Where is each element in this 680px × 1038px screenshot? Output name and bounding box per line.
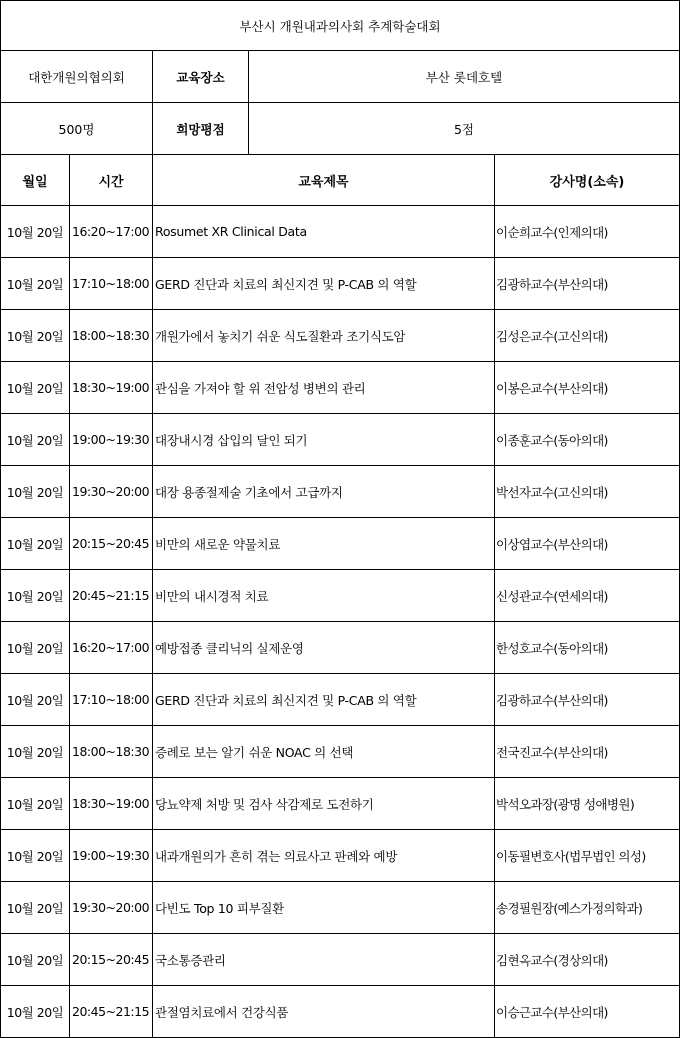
row-time: 16:20~17:00 (70, 622, 153, 674)
row-time: 20:45~21:15 (70, 570, 153, 622)
row-date: 10월 20일 (1, 258, 70, 310)
row-date: 10월 20일 (1, 362, 70, 414)
row-date: 10월 20일 (1, 622, 70, 674)
row-topic: 비만의 새로운 약물치료 (153, 518, 495, 570)
row-lecturer: 박선자교수(고신의대) (495, 466, 680, 518)
row-date: 10월 20일 (1, 310, 70, 362)
row-lecturer: 이순희교수(인제의대) (495, 206, 680, 258)
venue-label: 교육장소 (153, 51, 249, 103)
row-topic: 관심을 가져야 할 위 전암성 병변의 관리 (153, 362, 495, 414)
row-lecturer: 이상엽교수(부산의대) (495, 518, 680, 570)
row-time: 19:30~20:00 (70, 466, 153, 518)
points-label: 희망평점 (153, 103, 249, 155)
table-row (1, 674, 680, 726)
table-row (1, 986, 680, 1038)
row-topic: 관절염치료에서 건강식품 (153, 986, 495, 1038)
row-topic: 증례로 보는 알기 쉬운 NOAC 의 선택 (153, 726, 495, 778)
row-topic: 비만의 내시경적 치료 (153, 570, 495, 622)
row-date: 10월 20일 (1, 518, 70, 570)
row-lecturer: 이봉은교수(부산의대) (495, 362, 680, 414)
row-time: 18:00~18:30 (70, 310, 153, 362)
points-value: 5점 (249, 103, 680, 155)
row-lecturer: 이승근교수(부산의대) (495, 986, 680, 1038)
row-date: 10월 20일 (1, 466, 70, 518)
row-date: 10월 20일 (1, 206, 70, 258)
row-lecturer: 이종훈교수(동아의대) (495, 414, 680, 466)
row-date: 10월 20일 (1, 934, 70, 986)
table-row (1, 622, 680, 674)
row-lecturer: 박석오과장(광명 성애병원) (495, 778, 680, 830)
row-date: 10월 20일 (1, 674, 70, 726)
row-topic: 국소통증관리 (153, 934, 495, 986)
row-lecturer: 신성관교수(연세의대) (495, 570, 680, 622)
header-date: 월일 (1, 155, 70, 206)
table-row (1, 778, 680, 830)
row-topic: 다빈도 Top 10 피부질환 (153, 882, 495, 934)
row-time: 18:00~18:30 (70, 726, 153, 778)
row-topic: 개원가에서 놓치기 쉬운 식도질환과 조기식도암 (153, 310, 495, 362)
row-lecturer: 전국진교수(부산의대) (495, 726, 680, 778)
row-time: 19:00~19:30 (70, 830, 153, 882)
row-time: 16:20~17:00 (70, 206, 153, 258)
table-row (1, 258, 680, 310)
table-row (1, 570, 680, 622)
row-date: 10월 20일 (1, 414, 70, 466)
row-lecturer: 한성호교수(동아의대) (495, 622, 680, 674)
row-lecturer: 이동필변호사(법무법인 의성) (495, 830, 680, 882)
row-time: 19:00~19:30 (70, 414, 153, 466)
row-date: 10월 20일 (1, 778, 70, 830)
row-date: 10월 20일 (1, 882, 70, 934)
table-row (1, 882, 680, 934)
event-title: 부산시 개원내과의사회 추계학술대회 (1, 1, 680, 51)
row-time: 20:15~20:45 (70, 518, 153, 570)
row-date: 10월 20일 (1, 830, 70, 882)
organizer: 대한개원의협의회 (1, 51, 153, 103)
table-row (1, 206, 680, 258)
row-topic: 당뇨약제 처방 및 검사 삭감제로 도전하기 (153, 778, 495, 830)
header-lecturer: 강사명(소속) (495, 155, 680, 206)
row-topic: 대장 용종절제술 기초에서 고급까지 (153, 466, 495, 518)
header-row (1, 155, 680, 206)
header-time: 시간 (70, 155, 153, 206)
table-row (1, 934, 680, 986)
capacity: 500명 (1, 103, 153, 155)
table-row (1, 310, 680, 362)
row-lecturer: 김광하교수(부산의대) (495, 674, 680, 726)
row-topic: GERD 진단과 치료의 최신지견 및 P-CAB 의 역할 (153, 258, 495, 310)
row-time: 18:30~19:00 (70, 778, 153, 830)
venue-value: 부산 롯데호텔 (249, 51, 680, 103)
row-date: 10월 20일 (1, 986, 70, 1038)
row-time: 19:30~20:00 (70, 882, 153, 934)
row-time: 17:10~18:00 (70, 258, 153, 310)
header-topic: 교육제목 (153, 155, 495, 206)
row-topic: 내과개원의가 흔히 겪는 의료사고 판례와 예방 (153, 830, 495, 882)
row-time: 17:10~18:00 (70, 674, 153, 726)
table-row (1, 466, 680, 518)
info-row-points (1, 103, 680, 155)
table-row (1, 414, 680, 466)
row-lecturer: 김현옥교수(경상의대) (495, 934, 680, 986)
title-row (1, 1, 680, 51)
row-date: 10월 20일 (1, 570, 70, 622)
row-lecturer: 김성은교수(고신의대) (495, 310, 680, 362)
table-row (1, 726, 680, 778)
row-lecturer: 김광하교수(부산의대) (495, 258, 680, 310)
row-time: 20:45~21:15 (70, 986, 153, 1038)
row-topic: 예방접종 클리닉의 실제운영 (153, 622, 495, 674)
table-row (1, 518, 680, 570)
table-row (1, 362, 680, 414)
row-time: 20:15~20:45 (70, 934, 153, 986)
row-date: 10월 20일 (1, 726, 70, 778)
row-lecturer: 송경필원장(예스가정의학과) (495, 882, 680, 934)
info-row-venue (1, 51, 680, 103)
row-time: 18:30~19:00 (70, 362, 153, 414)
table-row (1, 830, 680, 882)
row-topic: Rosumet XR Clinical Data (153, 206, 495, 258)
row-topic: GERD 진단과 치료의 최신지견 및 P-CAB 의 역할 (153, 674, 495, 726)
row-topic: 대장내시경 삽입의 달인 되기 (153, 414, 495, 466)
